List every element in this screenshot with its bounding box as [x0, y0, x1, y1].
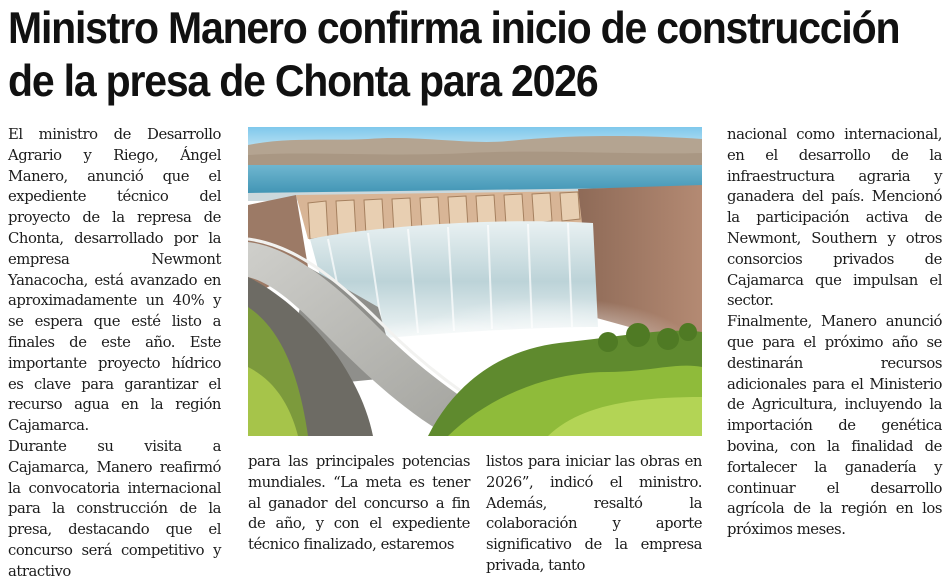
- paragraph: Finalmente, Manero anunció que para el próximo año se destinarán recursos adicionales para el Ministerio de Agricultura, incluyendo la importación de genética bovina, con la finalidad de fortalecer la ganadería y continuar el desarrollo agrícola de la región en los próximos meses.: [727, 313, 942, 539]
- paragraph: nacional como internacional, en el desarrollo de la infraestructura agraria y ganadera del país. Mencionó la participación activa de Newmont, Southern y otros consorcios privados de Cajamarca que impulsan el sector.: [727, 126, 942, 310]
- dam-spillway-photo: [248, 127, 702, 436]
- article-headline: Ministro Manero confirma inicio de construcción de la presa de Chonta para 2026: [8, 3, 900, 106]
- article-column-2: [248, 452, 470, 556]
- article-column-3: [486, 452, 702, 577]
- paragraph: listos para iniciar las obras en 2026”, indicó el ministro. Además, resaltó la colaboración y aporte significativo de la empresa privada, tanto: [486, 453, 702, 574]
- article-column-4: [727, 125, 942, 541]
- paragraph: El ministro de Desarrollo Agrario y Riego, Ángel Manero, anunció que el expediente técnico del proyecto de la represa de Chonta, desarrollado por la empresa Newmont Yanacocha, está avanzado en aproximadamente un 40% y se espera que esté listo a finales de este año. Este importante proyecto hídrico es clave para garantizar el recurso agua en la región Cajamarca.: [8, 126, 221, 435]
- article-column-1: [8, 125, 221, 583]
- paragraph: para las principales potencias mundiales. “La meta es tener al ganador del concurso a fin de año, y con el expediente técnico finalizado, estaremos: [248, 453, 470, 554]
- paragraph: Durante su visita a Cajamarca, Manero reafirmó la convocatoria internacional para la construcción de la presa, destacando que el concurso será competitivo y atractivo: [8, 437, 221, 580]
